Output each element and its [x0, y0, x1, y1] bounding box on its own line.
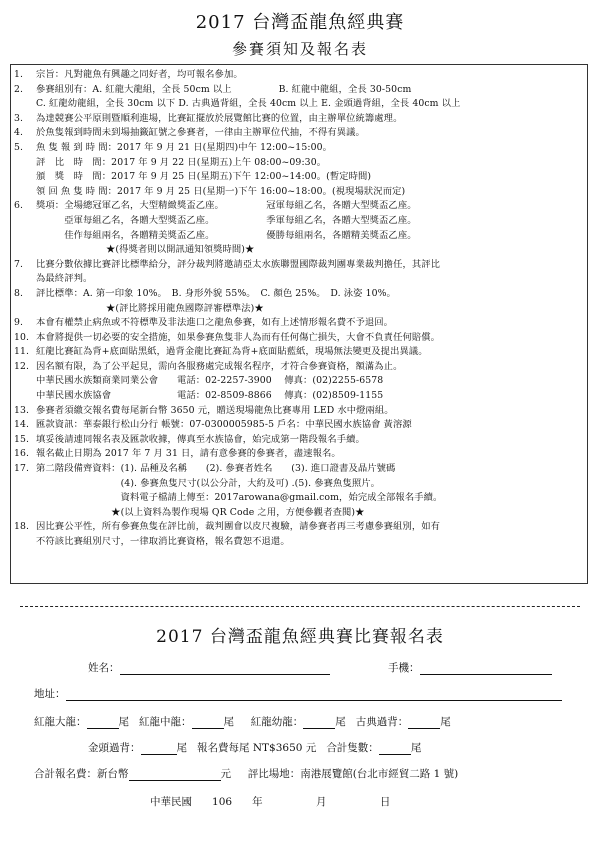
rule-line [14, 302, 584, 317]
rule-number: 2. [14, 83, 24, 95]
rule-line [14, 506, 584, 521]
rule-text: 魚 隻 報 到 時 間：2017 年 9 月 21 日(星期四)中午 12:00~15:00。 [36, 141, 332, 153]
rule-number: 6. [14, 200, 24, 212]
rule-number: 4. [14, 127, 24, 139]
rule-text: 獎項：全場總冠軍乙名，大型精緻獎盃乙座。 冠軍每組乙名，各贈大型獎盃乙座。 [36, 200, 417, 212]
date-row [150, 794, 390, 809]
fee-text: 報名費每尾 NT$3650 元 [197, 742, 317, 754]
rule-text: 為最終評判。 [36, 273, 93, 285]
rule-line [14, 214, 584, 229]
rule-line [14, 477, 584, 492]
red-medium-label: 紅龍中龍： [139, 716, 192, 728]
rule-text: 參賽者須繳交報名費每尾新台幣 3650 元，贈送現場龍魚比賽專用 LED 水中燈兩組。 [36, 404, 394, 416]
date-prefix: 中華民國 [150, 796, 192, 808]
red-small-label: 紅龍幼龍： [250, 716, 304, 728]
address-label: 地址： [34, 688, 66, 700]
rule-number: 3. [14, 112, 24, 124]
unit-label: 尾 [335, 716, 346, 728]
rule-number: 8. [14, 287, 24, 299]
date-year: 106 [212, 796, 233, 808]
category-row [34, 714, 451, 729]
address-row [34, 686, 562, 701]
red-large-label: 紅龍大龍： [34, 716, 87, 728]
rule-line [14, 156, 584, 171]
rule-text: ★(得獎者則以開訊通知領獎時間)★ [106, 244, 255, 256]
rule-text: 參賽組別有：A. 紅龍大龍組，全長 50cm 以上 B. 紅龍中龍組，全長 30-50cm [36, 83, 412, 95]
unit-label: 尾 [410, 742, 422, 754]
rule-line [14, 433, 584, 448]
rule-text: 領 回 魚 隻 時 間：2017 年 9 月 25 日(星期一)下午 16:00~18:00。(視現場狀況而定) [36, 185, 406, 197]
rule-line [14, 243, 584, 258]
rule-text: ★(以上資料為製作現場 QR Code 之用，方便參觀者查閱)★ [36, 506, 365, 518]
rule-text: (4). 參賽魚隻尺寸(以公分計，大約及可) .(5). 參賽魚隻照片。 [36, 477, 381, 489]
phone-field[interactable] [420, 662, 552, 675]
date-year-unit: 年 [252, 796, 263, 808]
rule-text: 中華民國水族協會 電話：02-8509-8866 傳真：(02)8509-1155 [36, 390, 384, 402]
rule-text: 佳作每組兩名，各贈精美獎盃乙座。 優勝每組兩名，各贈精美獎盃乙座。 [36, 229, 417, 241]
document-title: 2017 台灣盃龍魚經典賽 [195, 12, 405, 33]
venue-text: 評比場地：南港展覽館(台北市經貿二路 1 號) [247, 768, 459, 780]
name-row [88, 660, 330, 675]
rule-line [14, 520, 584, 535]
rule-number: 5. [14, 141, 24, 153]
rule-text: 於魚隻報到時間未到場抽籤缸號之參賽者，一律由主辦單位代抽，不得有異議。 [36, 127, 365, 139]
unit-label: 尾 [223, 716, 235, 728]
golden-field[interactable] [141, 742, 177, 755]
total-fee-unit: 元 [220, 768, 231, 780]
rule-text: 比賽分數依據比賽評比標準給分，評分裁判將邀請亞太水族聯盟國際裁判團專業裁判擔任，其評比 [36, 258, 441, 270]
cut-line [20, 606, 580, 607]
rule-line [14, 112, 584, 127]
rule-number: 15. [14, 433, 30, 445]
rule-line [14, 535, 584, 550]
date-day-unit: 日 [379, 796, 391, 808]
rule-line [14, 272, 584, 287]
rule-text: 中華民國水族類商業同業公會 電話：02-2257-3900 傳真：(02)2255-6578 [36, 375, 384, 387]
rule-line [14, 97, 584, 112]
rule-text: 為達競賽公平原則暨順利進場，比賽缸擺放於展覽館比賽的位置，由主辦單位統籌處理。 [36, 112, 403, 124]
rule-text: 資料電子檔請上傳至：2017arowana@gmail.com，始完成全部報名手續。 [36, 492, 443, 504]
rule-text: 因名額有限，為了公平起見，需向各服務處完成報名程序，才符合參賽資格，額滿為止。 [36, 360, 403, 372]
red-small-field[interactable] [303, 716, 335, 729]
golden-row [88, 740, 421, 755]
rule-line [14, 331, 584, 346]
rule-number: 10. [14, 331, 30, 343]
rule-line [14, 389, 584, 404]
unit-label: 尾 [440, 716, 451, 728]
rule-number: 9. [14, 317, 24, 329]
rule-text: C. 紅龍幼龍組，全長 30cm 以下 D. 古典過背組，全長 40cm 以上 E. 金頭過背組，全長 40cm 以上 [36, 98, 461, 110]
rule-line [14, 185, 584, 200]
rule-text: ★(評比將採用龍魚國際評審標準法)★ [106, 302, 264, 314]
rule-line [14, 404, 584, 419]
rule-text: 亞軍每組乙名，各贈大型獎盃乙座。 季軍每組乙名，各贈大型獎盃乙座。 [36, 214, 417, 226]
red-large-field[interactable] [87, 716, 119, 729]
rule-text: 因比賽公平性，所有參賽魚隻在評比前，裁判團會以皮尺複驗，請參賽者再三考慮參賽組別，如有 [36, 521, 441, 533]
name-field[interactable] [120, 662, 330, 675]
rule-number: 7. [14, 258, 24, 270]
rule-text: 不符該比賽組別尺寸，一律取消比賽資格，報名費恕不退還。 [36, 536, 290, 547]
total-fee-label: 合計報名費：新台幣 [34, 768, 129, 780]
rule-number: 18. [14, 521, 30, 533]
rule-text: 本會有權禁止病魚或不符標準及非法進口之龍魚參賽，如有上述情形報名費不予退回。 [36, 317, 394, 329]
rule-line [14, 126, 584, 141]
rule-line [14, 345, 584, 360]
rule-text: 評比標準：A. 第一印象 10%。 B. 身形外貌 55%。 C. 顏色 25%。 D. 泳姿 10%。 [36, 287, 396, 299]
rule-line [14, 287, 584, 302]
unit-label: 尾 [176, 742, 187, 754]
rule-line [14, 491, 584, 506]
rule-line [14, 68, 584, 83]
rules-list [14, 68, 584, 550]
name-label: 姓名： [88, 662, 120, 674]
rule-line [14, 360, 584, 375]
rule-line [14, 199, 584, 214]
rule-text: 報名截止日期為 2017 年 7 月 31 日，請有意參賽的參賽者，盡速報名。 [36, 448, 341, 460]
rule-text: 本會將提供一切必要的安全措施，如果參賽魚隻非人為而有任何傷亡損失，大會不負責任何賠償。 [36, 331, 441, 343]
rule-number: 14. [14, 419, 30, 431]
phone-row [388, 660, 552, 675]
rule-text: 填妥後請連同報名表及匯款收據，傳真至水族協會，始完成第一階段報名手續。 [36, 433, 365, 445]
rule-number: 11. [14, 346, 30, 358]
rule-number: 1. [14, 69, 24, 80]
date-month-unit: 月 [316, 796, 327, 808]
rule-line [14, 462, 584, 477]
rule-line [14, 418, 584, 433]
rule-line [14, 141, 584, 156]
total-fee-row [34, 766, 458, 781]
total-count-label: 合計隻數： [326, 742, 379, 754]
rule-line [14, 258, 584, 273]
rule-line [14, 83, 584, 98]
unit-label: 尾 [118, 716, 129, 728]
rule-number: 16. [14, 448, 30, 460]
rule-text: 頒 獎 時 間：2017 年 9 月 25 日(星期五)下午 12:00~14:00。(暫定時間) [36, 171, 372, 183]
golden-label: 金頭過背： [88, 742, 141, 754]
rule-number: 17. [14, 463, 30, 475]
form-title: 2017 台灣盃龍魚經典賽比賽報名表 [156, 627, 444, 647]
rule-line [14, 229, 584, 244]
rule-line [14, 316, 584, 331]
total-count-field[interactable] [379, 742, 411, 755]
rule-text: 匯款資訊：華泰銀行松山分行 帳號：07-0300005985-5 戶名：中華民國水族協會 黃溶源 [36, 419, 412, 431]
rule-text: 紅龍比賽缸為背+底面貼黑紙，過背金龍比賽缸為背+底面貼藍紙，現場無法變更及提出異議。 [36, 346, 428, 358]
total-fee-field[interactable] [129, 768, 221, 781]
document-subtitle: 參賽須知及報名表 [231, 40, 368, 58]
rule-text: 評 比 時 間：2017 年 9 月 22 日(星期五)上午 08:00~09:30。 [36, 156, 327, 168]
address-field[interactable] [66, 688, 562, 701]
phone-label: 手機： [388, 662, 420, 674]
rule-line [14, 374, 584, 389]
rule-line [14, 447, 584, 462]
rule-line [14, 170, 584, 185]
rule-number: 12. [14, 360, 30, 372]
rule-text: 第二階段備齊資料：(1). 品種及名稱 (2). 參賽者姓名 (3). 進口證書及晶片號碼 [36, 463, 396, 475]
rule-number: 13. [14, 404, 30, 416]
red-medium-field[interactable] [192, 716, 224, 729]
classic-field[interactable] [408, 716, 440, 729]
rule-text: 宗旨：凡對龍魚有興趣之同好者，均可報名參加。 [36, 69, 243, 80]
classic-label: 古典過背： [355, 716, 409, 728]
